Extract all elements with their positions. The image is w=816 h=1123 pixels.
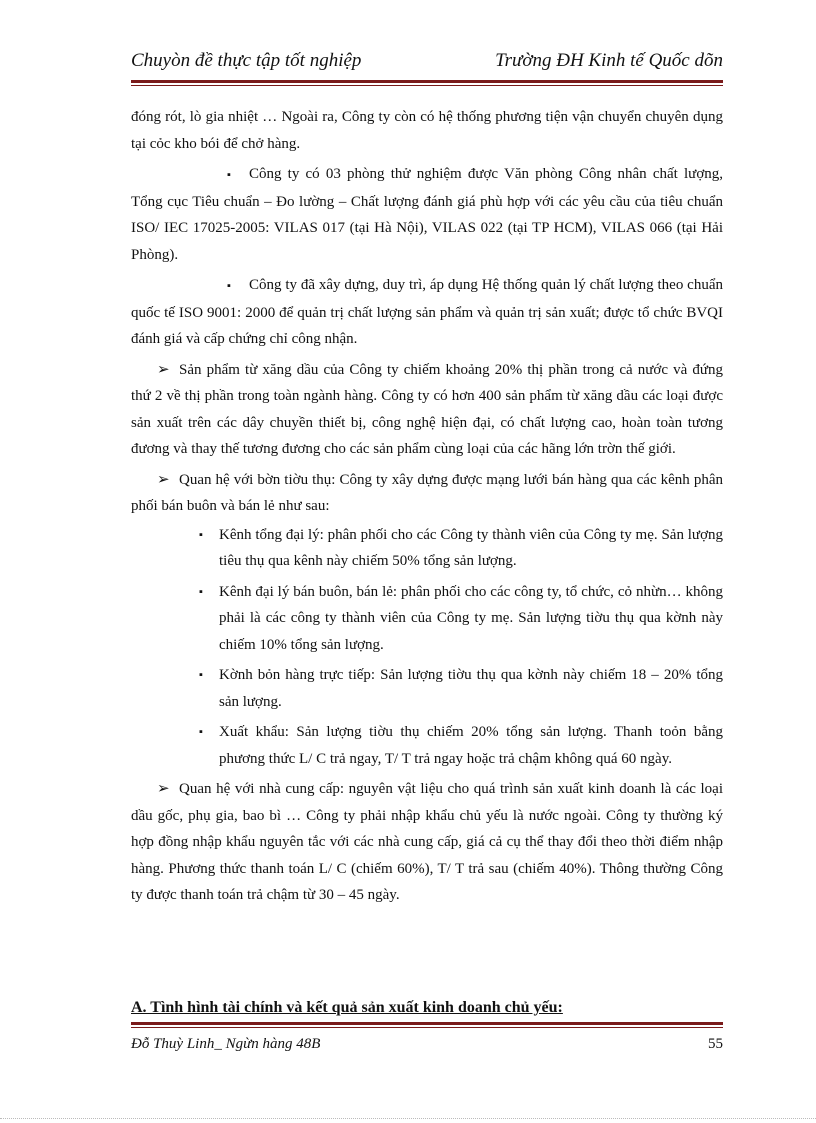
page-footer: [131, 1036, 723, 1053]
paragraph-4-text: Sản phẩm từ xăng dầu của Công ty chiếm khoảng 20% thị phần trong cả nước và đứng thứ 2 về thị phần trong toàn ngành hàng. Công ty có hơn 400 sản phẩm từ xăng dầu các loại được sản xuất trên các dây chuyền thiết bị, công nghệ hiện đại, có chất lượng cao, hoàn toàn tương đương và thay thế tương đương cho các sản phẩm cùng loại của các hãng lớn trờn thế giới.: [131, 361, 723, 457]
section-heading: A. Tình hình tài chính và kết quả sản xuất kinh doanh chủ yếu:: [131, 999, 563, 1016]
header-title-left: Chuyòn đề thực tập tốt nghiệp: [131, 50, 362, 71]
paragraph-3-text: Công ty đã xây dựng, duy trì, áp dụng Hệ thống quản lý chất lượng theo chuẩn quốc tế ISO 9001: 2000 để quản trị chất lượng sản phẩm và quản trị sản xuất; được tổ chức BVQI đánh giá và cấp chứng chỉ công nhận.: [131, 277, 723, 347]
footer-author: Đỗ Thuỳ Linh_ Ngừn hàng 48B: [131, 1036, 321, 1052]
paragraph-1: đóng rót, lò gia nhiệt … Ngoài ra, Công ty còn có hệ thống phương tiện vận chuyển chuyên dụng tại cỏc kho bói để chở hàng.: [131, 109, 723, 152]
arrow-paragraph-suppliers: [131, 776, 723, 909]
page-boundary: [0, 1118, 816, 1119]
sub-bullet-wholesale: [195, 579, 723, 659]
sub-bullet-direct-sales: [195, 662, 723, 715]
footer-rule-thick: [131, 1022, 723, 1025]
arrow-bullet-icon: ➢: [157, 361, 170, 378]
page-header: [131, 50, 723, 78]
sub-bullet-export: [195, 719, 723, 772]
document-body: [131, 104, 723, 909]
sub-bullet-general-agent: [195, 522, 723, 575]
arrow-paragraph-products: [131, 357, 723, 463]
sub-bullet-4-text: Xuất khẩu: Sản lượng tiờu thụ chiếm 20% tổng sản lượng. Thanh toỏn bằng phương thức L/ C trả ngay, T/ T trả ngay hoặc trả chậm không quá 60 ngày.: [219, 724, 723, 767]
arrow-paragraph-consumers: [131, 467, 723, 520]
square-bullet-icon: ▪: [227, 280, 231, 292]
footer-rule-thin: [131, 1027, 723, 1028]
paragraph-5-text: Quan hệ với bờn tiờu thụ: Công ty xây dựng được mạng lưới bán hàng qua các kênh phân phối bán buôn và bán lẻ như sau:: [131, 471, 723, 514]
bullet-paragraph-iso: [131, 272, 723, 353]
paragraph-2-text: Công ty có 03 phòng thử nghiệm được Văn phòng Công nhân chất lượng, Tổng cục Tiêu chuẩn – Đo lường – Chất lượng đánh giá phù hợp với các yêu cầu của tiêu chuẩn ISO/ IEC 17025-2005: VILAS 017 (tại Hà Nội), VILAS 022 (tại TP HCM), VILAS 066 (tại Hải Phòng).: [131, 166, 723, 263]
arrow-bullet-icon: ➢: [157, 471, 170, 488]
header-title-right: Trường ĐH Kinh tế Quốc dõn: [495, 50, 723, 71]
paragraph-6-text: Quan hệ với nhà cung cấp: nguyên vật liệu cho quá trình sản xuất kinh doanh là các loại dầu gốc, phụ gia, bao bì … Công ty phải nhập khẩu chủ yếu là nước ngoài. Công ty thường ký hợp đồng nhập khẩu nguyên tắc với các nhà cung cấp, giá cả cụ thể thay đổi theo thời điểm nhập hàng. Phương thức thanh toán L/ C (chiếm 60%), T/ T trả sau (chiếm 40%). Thông thường Công ty được thanh toán trả chậm từ 30 – 45 ngày.: [131, 781, 723, 903]
sub-bullet-2-text: Kênh đại lý bán buôn, bán lẻ: phân phối cho các công ty, tổ chức, cỏ nhừn… không phải là các công ty thành viên của Công ty mẹ. Sản lượng tiờu thụ qua kờnh này chiếm 10% tổng sản lượng.: [219, 583, 723, 653]
arrow-bullet-icon: ➢: [157, 781, 170, 797]
bullet-paragraph-labs: [131, 161, 723, 268]
sub-bullet-1-text: Kênh tổng đại lý: phân phối cho các Công ty thành viên của Công ty mẹ. Sản lượng tiêu thụ qua kênh này chiếm 50% tổng sản lượng.: [219, 526, 723, 569]
square-bullet-icon: ▪: [199, 585, 203, 598]
square-bullet-icon: ▪: [227, 169, 231, 181]
page-number: 55: [708, 1036, 723, 1052]
header-rule-thin: [131, 85, 723, 86]
square-bullet-icon: ▪: [199, 528, 203, 541]
square-bullet-icon: ▪: [199, 669, 203, 681]
header-rule-thick: [131, 80, 723, 83]
sub-bullet-3-text: Kờnh bỏn hàng trực tiếp: Sản lượng tiờu thụ qua kờnh này chiếm 18 – 20% tổng sản lượng.: [219, 667, 723, 710]
square-bullet-icon: ▪: [199, 726, 203, 738]
